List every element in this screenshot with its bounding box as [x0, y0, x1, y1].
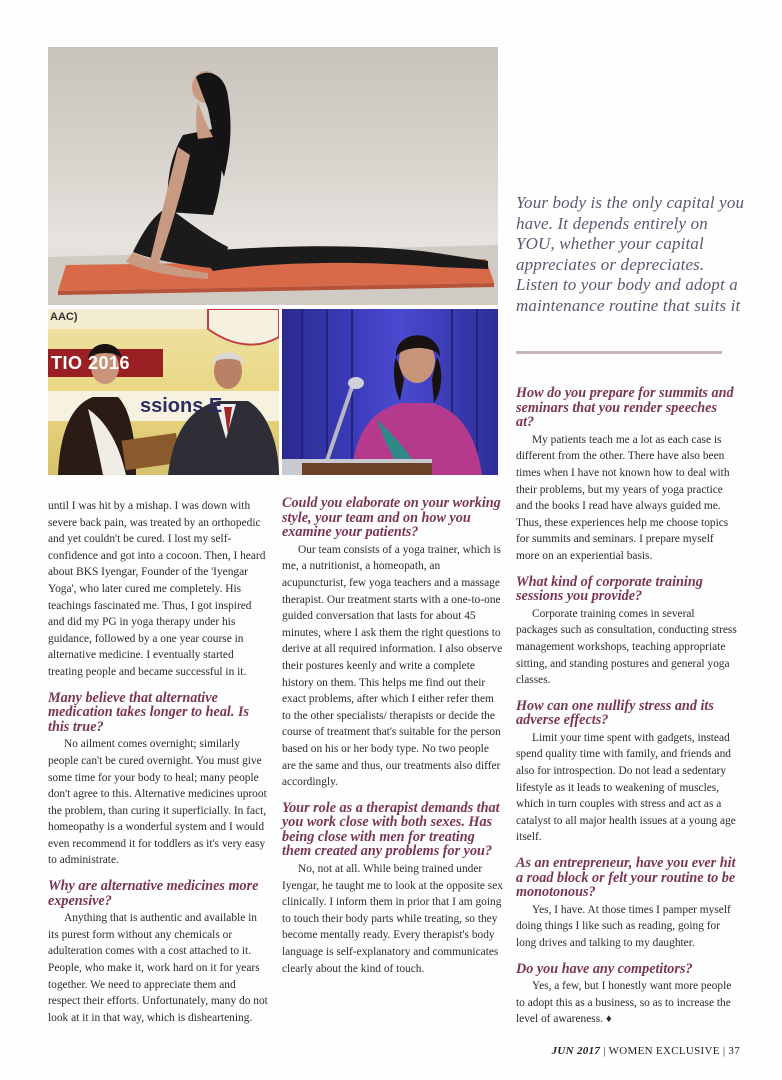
question-heading: What kind of corporate training sessions you provide?: [516, 573, 703, 605]
award-ceremony-illustration: [48, 309, 279, 475]
speaker-photo: [282, 309, 498, 475]
answer-paragraph: Limit your time spent with gadgets, instead spend quality time with family, and friends and also for introspection. Do not lead a sedentary lifestyle as it leads to weakening of muscles, which in turn couples with stress and act as a catalyst to all major health issues at a young age itself.: [516, 731, 736, 844]
question-heading: Could you elaborate on your working style, your team and on how you examine your patients?: [282, 495, 501, 541]
banner-text-sessions: ssions E: [140, 395, 223, 417]
page-number: 37: [728, 1045, 740, 1057]
banner-text-year: TIO 2016: [51, 353, 131, 373]
question-heading: Many believe that alternative medication takes longer to heal. Is this true?: [48, 689, 249, 735]
pull-quote: Your body is the only capital you have. It depends entirely on YOU, whether your capital appreciates or depreciates. Listen to your body and adopt a maintenance routine that suits it: [516, 193, 745, 315]
answer-paragraph: No, not at all. While being trained under Iyengar, he taught me to look at the opposite sex clinically. I inform them in prior that I am going to touch their body parts while treating, so they become mentally ready. Every therapist's body language is self-explanatory and communicates clearly about the kind of touch.: [282, 863, 503, 975]
article-column-right: [516, 386, 738, 1028]
page-footer: [552, 1045, 740, 1057]
award-ceremony-photo: [48, 309, 279, 475]
issue-date: JUN 2017: [551, 1045, 601, 1057]
answer-paragraph: My patients teach me a lot as each case is different from the other. There have also been times when I have not known how to deal with their problems, but my years of yoga practice and the books I read have always guided me. Thus, these experiences help me choose topics for summits and seminars. I prepare myself more on an experiential basis.: [516, 433, 730, 562]
pull-quote-divider: [516, 351, 722, 354]
answer-paragraph: No ailment comes overnight; similarly people can't be cured overnight. You must give some time for your body to heal; many people don't agree to this. Alternative medicines uproot the problem, than curing it superficially. In fact, homeopathy is a wonderful system and I would even recommend it for toddlers as it's very easy to administrate.: [48, 738, 267, 867]
speaker-illustration: [282, 309, 498, 475]
answer-paragraph: Yes, I have. At those times I pamper myself doing things I like such as reading, going for long drives and talking to my daughter.: [516, 903, 731, 949]
footer-separator: |: [722, 1045, 726, 1057]
magazine-name: WOMEN EXCLUSIVE: [608, 1045, 720, 1057]
question-heading: How do you prepare for summits and seminars that you render speeches at?: [516, 385, 734, 431]
yoga-pose-illustration: [48, 47, 498, 305]
answer-paragraph: Corporate training comes in several packages such as consultation, conducting stress management workshops, teaching appropriate sitting, and standing postures and general yoga classes.: [516, 607, 737, 687]
question-heading: Your role as a therapist demands that you work close with both sexes. Has being close with men for treating them created any problems for you?: [282, 799, 500, 860]
question-heading: As an entrepreneur, have you ever hit a road block or felt your routine to be monotonous?: [516, 855, 736, 901]
question-heading: How can one nullify stress and its adverse effects?: [516, 697, 714, 729]
intro-paragraph: until I was hit by a mishap. I was down with severe back pain, was treated by an orthopedic and yet couldn't be cured. I lost my self-confidence and got into a cocoon. Then, I heard about BKS Iyengar, Founder of the 'Iyengar Yoga', who later cured me completely. His teachings fascinated me. Thus, I got inspired and did my PG in yoga therapy under his guidance, followed by a one year course in alternative medicine. I eventually started treating people and became successful in it.: [48, 500, 266, 678]
answer-paragraph: Anything that is authentic and available in its purest form without any chemicals or adulteration comes with a cost attached to it. People, who make it, work hard on it for years together. We need to appreciate them and respect their efforts. Unfortunately, many do not look at it in that way, which is disheartening.: [48, 912, 268, 1024]
article-column-middle: [282, 496, 504, 977]
answer-paragraph: Yes, a few, but I honestly want more people to adopt this as a business, so as to increase the level of awareness. ♦: [516, 980, 732, 1026]
question-heading: Do you have any competitors?: [516, 960, 693, 977]
answer-paragraph: Our team consists of a yoga trainer, which is me, a nutritionist, a homeopath, an acupuncturist, few yoga teachers and a massage therapist. Our treatment starts with a one-to-one guided conversation that lasts for about 45 minutes, where I ask them the right questions to derive at all required information. I also observe their postures keenly and write a complete history on them. This helps me find out their exact problems, after which I either refer them to the other specialists/ therapists or decide the course of treatment that's suitable for the person based on his or her body type. No two people are the same and thus, our treatments also differ accordingly.: [282, 543, 503, 789]
footer-separator: |: [603, 1045, 606, 1057]
yoga-pose-photo: [48, 47, 498, 305]
article-column-left: [48, 498, 270, 1026]
banner-text-org: AAC): [50, 311, 78, 323]
question-heading: Why are alternative medicines more expensive?: [48, 878, 259, 909]
